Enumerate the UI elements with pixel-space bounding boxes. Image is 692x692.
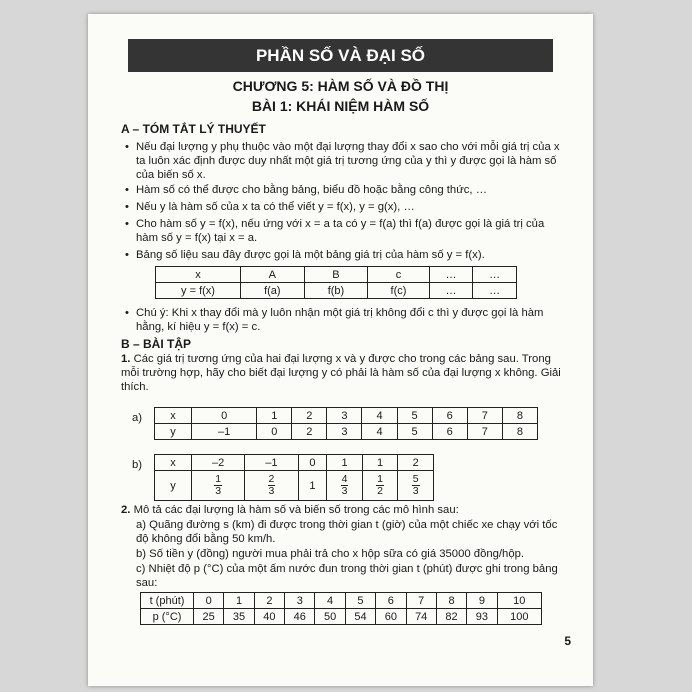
cell: f(b) xyxy=(304,283,368,299)
cell: 3 xyxy=(327,424,362,440)
part-banner: PHẦN SỐ VÀ ĐẠI SỐ xyxy=(128,39,553,72)
exercise-1a-table xyxy=(154,407,538,440)
cell: 1 xyxy=(298,471,327,501)
cell xyxy=(398,471,434,501)
cell: 9 xyxy=(467,593,497,609)
cell: … xyxy=(429,267,473,283)
cell: 4 xyxy=(362,424,397,440)
table-row xyxy=(155,424,538,440)
cell: t (phút) xyxy=(141,593,194,609)
cell: 0 xyxy=(194,593,224,609)
cell: 8 xyxy=(502,424,537,440)
fraction: $\frac{1}{3}$ xyxy=(215,473,222,497)
cell: 5 xyxy=(397,424,432,440)
exercise-1b-table xyxy=(154,454,434,501)
cell: f(a) xyxy=(241,283,305,299)
cell: –1 xyxy=(245,455,298,471)
bullet-3: • Nếu y là hàm số của x ta có thể viết y = f(x), y = g(x), … xyxy=(136,200,566,214)
cell: f(c) xyxy=(368,283,429,299)
cell: 6 xyxy=(432,424,467,440)
cell: 8 xyxy=(502,408,537,424)
section-b-heading: B – BÀI TẬP xyxy=(121,337,192,351)
cell: 1 xyxy=(224,593,254,609)
cell: 40 xyxy=(254,609,284,625)
cell: x xyxy=(155,408,192,424)
bullet-5: • Bảng số liệu sau đây được gọi là một bảng giá trị của hàm số y = f(x). xyxy=(136,248,566,262)
cell: … xyxy=(473,267,517,283)
value-table xyxy=(155,266,517,299)
cell: –1 xyxy=(192,424,257,440)
fraction: $\frac{2}{3}$ xyxy=(268,473,275,497)
cell: 1 xyxy=(327,455,363,471)
cell: –2 xyxy=(192,455,245,471)
cell: B xyxy=(304,267,368,283)
bullet-2: • Hàm số có thể được cho bằng bảng, biểu đồ hoặc bằng công thức, … xyxy=(136,183,566,197)
cell: 74 xyxy=(406,609,436,625)
table-row xyxy=(141,593,542,609)
cell: 2 xyxy=(398,455,434,471)
cell: 10 xyxy=(497,593,541,609)
cell: x xyxy=(155,455,192,471)
cell: 3 xyxy=(285,593,315,609)
cell: 5 xyxy=(397,408,432,424)
fraction: $\frac{4}{3}$ xyxy=(341,473,348,497)
cell: y = f(x) xyxy=(156,283,241,299)
table-row xyxy=(141,609,542,625)
cell: 100 xyxy=(497,609,541,625)
cell: y xyxy=(155,424,192,440)
table-row xyxy=(155,471,434,501)
cell: 8 xyxy=(436,593,466,609)
cell xyxy=(245,471,298,501)
bullet-4: • Cho hàm số y = f(x), nếu ứng với x = a ta có y = f(a) thì f(a) được gọi là giá trị của hàm số y = f(x) tại x = a. xyxy=(136,217,566,245)
cell: 54 xyxy=(345,609,375,625)
cell: 82 xyxy=(436,609,466,625)
exercise-2 xyxy=(121,503,569,517)
lesson-title: BÀI 1: KHÁI NIỆM HÀM SỐ xyxy=(251,98,430,114)
cell: 1 xyxy=(362,455,398,471)
fraction: $\frac{5}{3}$ xyxy=(412,473,419,497)
bullet-1: • Nếu đại lượng y phụ thuộc vào một đại lượng thay đổi x sao cho với mỗi giá trị của x ta luôn xác định được duy nhất một giá trị tương ứng của y thì y được gọi là hàm số của biến số x. xyxy=(136,140,566,182)
cell: 3 xyxy=(327,408,362,424)
cell xyxy=(192,471,245,501)
exercise-1b-label: b) xyxy=(132,459,143,471)
cell: 0 xyxy=(192,408,257,424)
cell: 0 xyxy=(298,455,327,471)
exercise-2-number: 2. xyxy=(121,504,131,516)
cell: 6 xyxy=(432,408,467,424)
cell: … xyxy=(473,283,517,299)
value-table-row-x xyxy=(156,267,517,283)
section-a-heading: A – TÓM TẮT LÝ THUYẾT xyxy=(121,122,266,136)
cell: 7 xyxy=(406,593,436,609)
cell: 1 xyxy=(257,408,292,424)
cell: p (°C) xyxy=(141,609,194,625)
cell: 0 xyxy=(257,424,292,440)
fraction: $\frac{1}{2}$ xyxy=(377,473,384,497)
cell: 7 xyxy=(467,408,502,424)
cell: 2 xyxy=(254,593,284,609)
exercise-1-number: 1. xyxy=(121,353,131,365)
exercise-2c: c) Nhiệt độ p (°C) của một ấm nước đun trong thời gian t (phút) được ghi trong bảng sau: xyxy=(136,563,558,589)
cell: … xyxy=(429,283,473,299)
page-number: 5 xyxy=(564,634,571,648)
cell: 50 xyxy=(315,609,345,625)
cell: 5 xyxy=(345,593,375,609)
cell: 25 xyxy=(194,609,224,625)
chapter-title: CHƯƠNG 5: HÀM SỐ VÀ ĐỒ THỊ xyxy=(232,78,449,94)
cell: 35 xyxy=(224,609,254,625)
exercise-1 xyxy=(121,352,569,394)
cell: 93 xyxy=(467,609,497,625)
table-row xyxy=(155,408,538,424)
cell: A xyxy=(241,267,305,283)
exercise-1a-label: a) xyxy=(132,412,143,424)
value-table-row-y xyxy=(156,283,517,299)
exercise-2b: b) Số tiền y (đồng) người mua phải trả cho x hộp sữa có giá 35000 đồng/hộp. xyxy=(136,548,525,560)
cell: x xyxy=(156,267,241,283)
cell: 4 xyxy=(362,408,397,424)
cell: 2 xyxy=(292,424,327,440)
cell: 60 xyxy=(376,609,406,625)
book-page xyxy=(88,14,593,686)
cell: 46 xyxy=(285,609,315,625)
cell: 7 xyxy=(467,424,502,440)
exercise-2a: a) Quãng đường s (km) đi được trong thời gian t (giờ) của một chiếc xe chạy với tốc độ không đổi bằng 50 km/h. xyxy=(136,519,558,545)
exercise-2-text: Mô tả các đại lượng là hàm số và biến số trong các mô hình sau: xyxy=(133,504,459,516)
cell: 2 xyxy=(292,408,327,424)
cell: 4 xyxy=(315,593,345,609)
cell: y xyxy=(155,471,192,501)
table-row xyxy=(155,455,434,471)
exercise-1-text: Các giá trị tương ứng của hai đại lượng x và y được cho trong các bảng sau. Trong mỗi trường hợp, hãy cho biết đại lượng y có phải là hàm số của đại lượng x không. Giải thích. xyxy=(121,353,561,393)
cell xyxy=(362,471,398,501)
temperature-table xyxy=(140,592,542,625)
cell: 6 xyxy=(376,593,406,609)
cell xyxy=(327,471,363,501)
cell: c xyxy=(368,267,429,283)
note: • Chú ý: Khi x thay đổi mà y luôn nhận một giá trị không đổi c thì y được gọi là hàm hằng, kí hiệu y = f(x) = c. xyxy=(136,306,566,334)
